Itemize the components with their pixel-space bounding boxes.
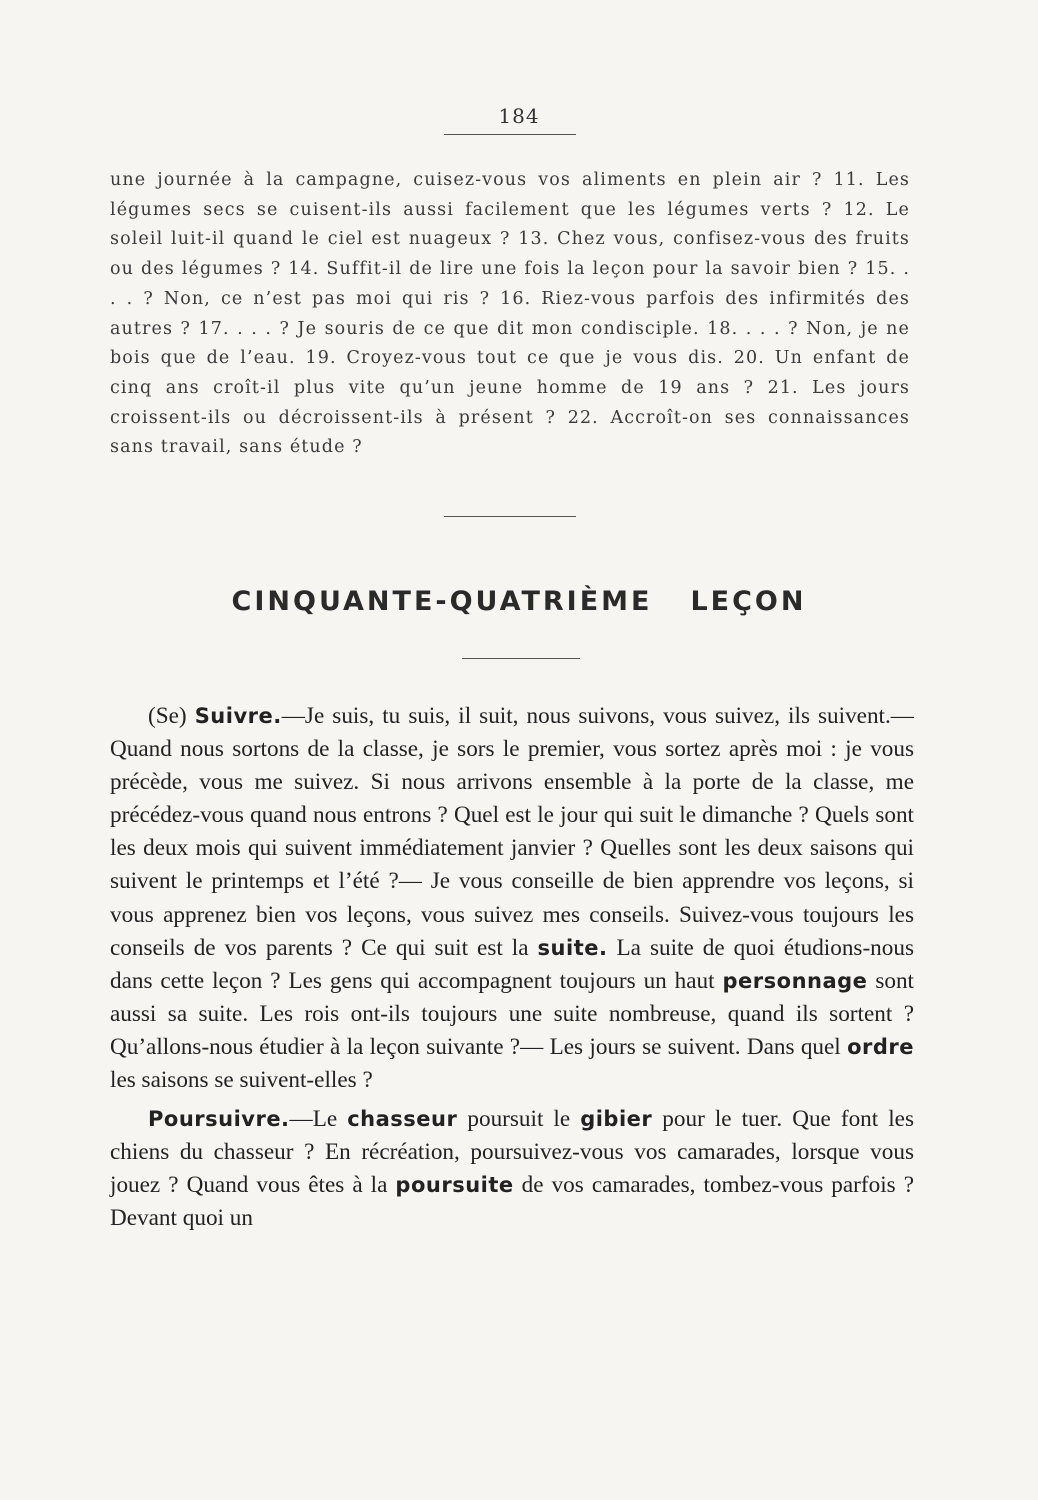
page-number: 184 — [498, 104, 540, 128]
term-prefix: (Se) — [148, 703, 195, 729]
top-rule — [444, 134, 576, 135]
term-chasseur: chasseur — [347, 1107, 458, 1132]
title-rule — [462, 658, 580, 659]
paragraph-suivre — [110, 700, 914, 1097]
text-run: poursuit le — [457, 1106, 581, 1133]
term-suivre: Suivre. — [194, 704, 282, 728]
term-suite: suite. — [537, 935, 608, 960]
term-poursuite: poursuite — [395, 1173, 514, 1198]
section-divider — [444, 516, 576, 517]
text-run: La suite de quoi étudions-nous dans cette leçon ? Les gens qui accompagnent toujours un haut — [110, 934, 914, 994]
text-run: —Le — [289, 1106, 348, 1133]
text-run: les saisons se suivent-elles ? — [110, 1067, 373, 1094]
lesson-title-word1: CINQUANTE-QUATRIÈME — [231, 586, 653, 617]
term-ordre: ordre — [847, 1034, 914, 1059]
text-run: —Je suis, tu suis, il suit, nous suivons, vous suivez, ils suivent.— Quand nous sortons de la classe, je sors le premier, vous sortez après moi : je vous précède, vous me suivez. Si nous arrivons ensemble à la porte de la classe, me précédez-vous quand nous entrons ? Quel est le jour qui suit le dimanche ? Quels sont les deux mois qui suivent immédiatement janvier ? Quelles sont les deux saisons qui suivent le printemps et l’été ?— Je vous conseille de bien apprendre vos leçons, si vous apprenez bien vos leçons, vous suivez mes conseils. Suivez-vous toujours les conseils de vos parents ? Ce qui suit est la — [110, 703, 914, 961]
lesson-title — [0, 586, 1038, 617]
paragraph-poursuivre — [110, 1103, 914, 1235]
exercise-paragraph: une journée à la campagne, cuisez-vous vos aliments en plein air ? 11. Les légumes secs se cuisent-ils aussi facilement que les légumes verts ? 12. Le soleil luit-il quand le ciel est nuageux ? 13. Chez vous, confisez-vous des fruits ou des légumes ? 14. Suffit-il de lire une fois la leçon pour la savoir bien ? 15. . . . ? Non, ce n’est pas moi qui ris ? 16. Riez-vous parfois des infirmités des autres ? 17. . . . ? Je souris de ce que dit mon condisciple. 18. . . . ? Non, je ne bois que de l’eau. 19. Croyez-vous tout ce que je vous dis. 20. Un enfant de cinq ans croît-il plus vite qu’un jeune homme de 19 ans ? 21. Les jours croissent-ils ou décroissent-ils à présent ? 22. Accroît-on ses connaissances sans travail, sans étude ? — [110, 170, 910, 458]
text-run: sont aussi sa suite. Les rois ont-ils toujours une suite nombreuse, quand ils sortent ? Qu’allons-nous étudier à la leçon suivante ?— Les jours se suivent. Dans quel — [110, 967, 914, 1060]
text-run: pour le tuer. Que font les chiens du chasseur ? En récréation, poursuivez-vous vos camarades, lorsque vous jouez ? Quand vous êtes à la — [110, 1106, 914, 1199]
term-poursuivre: Poursuivre. — [148, 1107, 290, 1132]
term-gibier: gibier — [580, 1107, 653, 1132]
text-run: de vos camarades, tombez-vous parfois ? Devant quoi un — [110, 1172, 914, 1232]
term-personnage: personnage — [722, 968, 868, 993]
lesson-title-word2: LEÇON — [690, 586, 807, 617]
exercise-questions — [110, 166, 910, 463]
lesson-body — [110, 700, 914, 1236]
